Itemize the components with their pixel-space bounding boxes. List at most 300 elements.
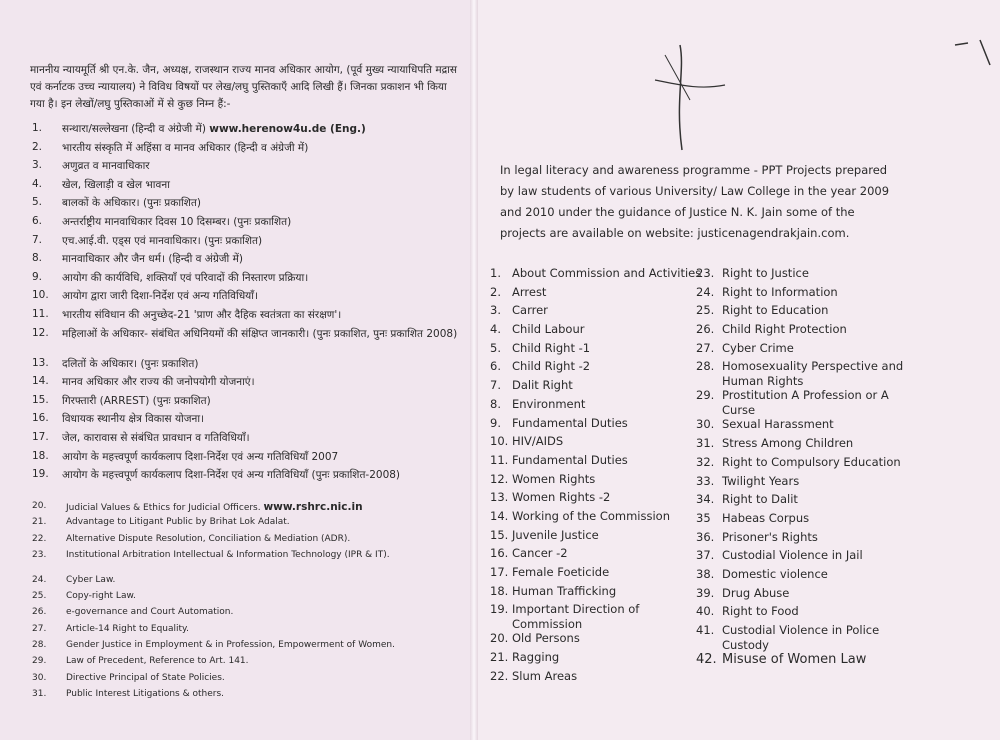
list-item-title: Custodial Violence in Jail (722, 548, 863, 563)
list-item-title: Child Right Protection (722, 322, 847, 337)
list-item-text (722, 548, 906, 562)
list-item (696, 322, 906, 341)
list-item (32, 689, 462, 705)
list-item-title: Prostitution A Profession or A Curse (722, 388, 889, 418)
list-item-text (66, 591, 462, 601)
list-item-number: 10. (490, 434, 509, 449)
list-item-number: 21. (490, 650, 509, 665)
list-item-number: 3. (32, 159, 43, 172)
list-item (490, 359, 695, 378)
list-item (490, 669, 695, 688)
list-item (490, 416, 695, 435)
list-item-number: 15. (32, 393, 49, 406)
list-item (490, 378, 695, 397)
list-item-text (512, 303, 695, 317)
list-item (32, 252, 462, 271)
list-item-title: Drug Abuse (722, 585, 790, 600)
list-item-title: Carrer (512, 303, 548, 318)
list-item-number: 40. (696, 604, 715, 619)
list-item-text (66, 656, 462, 666)
list-item-title: Old Persons (512, 631, 580, 646)
list-item-number: 26. (696, 322, 715, 337)
list-item (490, 528, 695, 547)
list-item-title: विधायक स्थानीय क्षेत्र विकास योजना। (62, 413, 205, 426)
list-item (32, 591, 462, 607)
list-item-title: Child Labour (512, 322, 585, 337)
list-item (32, 450, 462, 469)
list-item (696, 303, 906, 322)
list-item-title: Prisoner's Rights (722, 529, 818, 544)
list-item-number: 12. (490, 471, 509, 486)
list-item-number: 19. (490, 602, 509, 617)
list-item (32, 534, 462, 550)
list-item (490, 472, 695, 491)
list-item-number: 25. (32, 591, 47, 602)
ppt-projects-intro: In legal literacy and awareness programme - PPT Projects prepared by law students of various University/ Law College in the year 2009 and 2010 under the guidance of Justice N. K. Jain some of the projects are available on website: justicenagendrakjain.com. (500, 163, 890, 240)
list-item (32, 215, 462, 234)
list-item-text (62, 252, 462, 266)
list-item-number: 30. (32, 672, 47, 683)
list-item-title: Right to Justice (722, 266, 809, 280)
list-item (32, 159, 462, 178)
list-item (696, 492, 906, 511)
list-item-title: Right to Information (722, 284, 838, 299)
list-item-text (66, 607, 462, 617)
list-item-number: 31. (32, 688, 47, 699)
list-item-text (62, 122, 462, 136)
list-item (32, 327, 462, 357)
list-item-text (722, 530, 906, 544)
list-item-text (512, 341, 695, 355)
list-item (32, 640, 462, 656)
list-item-number: 13. (32, 356, 49, 369)
list-item (696, 604, 906, 623)
list-item-title: Human Trafficking (512, 583, 617, 598)
list-item-title: Right to Dalit (722, 492, 798, 507)
list-item-number: 11. (32, 307, 49, 320)
list-item (490, 490, 695, 509)
list-item (32, 501, 462, 517)
website-link[interactable]: www.rshrc.nic.in (263, 501, 363, 513)
pen-scribble-mark (650, 40, 730, 160)
list-item (490, 650, 695, 669)
list-item (696, 266, 906, 285)
list-item-text (512, 472, 695, 486)
list-item-number: 5. (490, 340, 501, 355)
list-item-title: Misuse of Women Law (722, 652, 867, 667)
list-item-number: 27. (696, 340, 715, 355)
list-item (32, 308, 462, 327)
hindi-intro-paragraph: माननीय न्यायमूर्ति श्री एन.के. जैन, अध्यक्ष, राजस्थान राज्य मानव अधिकार आयोग, (पूर्व मुख्य न्यायाधिपति मद्रास एवं कर्नाटक उच्च न्यायालय) ने विविध विषयों पर लेख/लघु पुस्तिकाएँ आदि लिखी हैं। जिनका प्रकाशन भी किया गया है। इन लेखों/लघु पुस्तिकाओं में से कुछ निम्न हैं:- (30, 64, 457, 110)
list-item-title: गिरफ्तारी (ARREST) (पुनः प्रकाशित) (62, 394, 211, 407)
list-item-number: 4. (32, 177, 43, 190)
list-item-text (722, 604, 906, 618)
list-item (696, 530, 906, 549)
list-item-title: Slum Areas (512, 668, 578, 683)
list-item-title: Custodial Violence in Police Custody (722, 623, 880, 652)
ppt-project-list-left (490, 266, 702, 687)
list-item (696, 586, 906, 605)
list-item-number: 15. (490, 527, 509, 542)
list-item-text (66, 673, 462, 683)
ppt-project-list-right (696, 266, 906, 671)
list-item-title: Child Right -2 (512, 359, 591, 374)
list-item-text (512, 285, 695, 299)
list-item-title: Right to Education (722, 303, 829, 318)
list-item-number: 1. (490, 266, 501, 280)
list-item-text (722, 303, 906, 317)
list-item (32, 178, 462, 197)
list-item-text (62, 412, 462, 426)
list-item-title: Women Rights -2 (512, 490, 611, 505)
list-item-title: Child Right -1 (512, 340, 591, 355)
list-item-number: 20. (32, 501, 47, 511)
list-item (696, 455, 906, 474)
list-item-title: Right to Food (722, 604, 799, 619)
list-item (32, 394, 462, 413)
list-item (490, 584, 695, 603)
list-item-number: 26. (32, 607, 47, 618)
list-item (32, 196, 462, 215)
list-item-text (512, 434, 695, 448)
list-item-title: Twilight Years (722, 473, 800, 488)
list-item-text (722, 492, 906, 506)
list-item-text (722, 567, 906, 581)
list-item-number: 9. (490, 415, 501, 430)
list-item-text (512, 669, 695, 683)
list-item-title: Law of Precedent, Reference to Art. 141. (66, 656, 249, 667)
list-item (696, 436, 906, 455)
list-item-title: Dalit Right (512, 378, 573, 393)
list-item-number: 29. (32, 656, 47, 667)
list-item-title: सन्थारा/सल्लेखना (हिन्दी व अंग्रेजी में) (62, 123, 210, 135)
list-item (490, 565, 695, 584)
list-item-text (512, 631, 695, 645)
list-item-title: Working of the Commission (512, 508, 670, 523)
list-item-text (722, 388, 906, 418)
list-item-text (62, 431, 462, 445)
list-item-text (66, 534, 462, 544)
list-item-number: 34. (696, 492, 715, 507)
list-item-number: 39. (696, 585, 715, 600)
list-item (32, 289, 462, 308)
list-item-number: 21. (32, 517, 47, 528)
list-item (696, 474, 906, 493)
list-item (32, 656, 462, 672)
list-item-number: 7. (32, 233, 43, 246)
list-item-title: एच.आई.वी. एड्स एवं मानवाधिकार। (पुनः प्रकाशित) (62, 234, 263, 247)
list-item (490, 322, 695, 341)
list-item-number: 6. (32, 214, 43, 227)
list-item-text (722, 511, 906, 525)
list-item-title: Arrest (512, 284, 547, 299)
list-item-text (62, 159, 462, 173)
list-item-number: 22. (490, 668, 509, 683)
list-item (32, 550, 462, 575)
list-item-text (722, 417, 906, 431)
list-item-number: 7. (490, 378, 501, 393)
list-item-number: 32. (696, 454, 715, 469)
list-item-number: 14. (490, 508, 509, 523)
list-item-title: Important Direction of Commission (512, 602, 640, 632)
list-item-title: Public Interest Litigations & others. (66, 688, 225, 699)
list-item-number: 11. (490, 452, 509, 467)
list-item-title: अणुव्रत व मानवाधिकार (62, 160, 150, 173)
list-item-number: 17. (490, 565, 509, 579)
list-item-title: जेल, कारावास से संबंधित प्रावधान व गतिविधियाँ। (62, 431, 250, 444)
list-item-title: Cancer -2 (512, 546, 568, 561)
list-item-number: 18. (490, 583, 509, 598)
list-item (696, 388, 906, 417)
list-item-title: मानव अधिकार और राज्य की जनोपयोगी योजनाएं। (62, 376, 255, 389)
list-item-text (512, 266, 702, 280)
list-item (490, 631, 695, 650)
list-item-number: 6. (490, 359, 501, 374)
list-item-title: भारतीय संस्कृति में अहिंसा व मानव अधिकार (हिन्दी व अंग्रेजी में) (62, 141, 309, 154)
list-item-title: आयोग के महत्त्वपूर्ण कार्यकलाप दिशा-निर्देश एवं अन्य गतिविधियाँ 2007 (62, 450, 339, 463)
english-publication-list (32, 501, 462, 705)
list-item-number: 35 (696, 510, 711, 525)
list-item-title: आयोग की कार्यविधि, शक्तियाँ एवं परिवादों की निस्तारण प्रक्रिया। (62, 271, 309, 284)
list-item-title: Directive Principal of State Policies. (66, 672, 225, 683)
list-item (696, 652, 906, 671)
list-item-title: About Commission and Activities (512, 266, 702, 280)
list-item-text (66, 517, 462, 527)
corner-tick-mark (950, 35, 995, 75)
list-item-number: 2. (490, 284, 501, 299)
list-item (32, 122, 462, 141)
list-item-number: 14. (32, 375, 49, 388)
list-item (490, 509, 695, 528)
list-item (32, 234, 462, 253)
list-item (696, 285, 906, 304)
list-item-title: HIV/AIDS (512, 434, 564, 449)
list-item-title: बालकों के अधिकार। (पुनः प्रकाशित) (62, 197, 201, 210)
website-link[interactable]: www.herenow4u.de (Eng.) (209, 123, 366, 135)
list-item-number: 33. (696, 473, 715, 488)
list-item-number: 9. (32, 270, 43, 283)
list-item (490, 453, 695, 472)
list-item-number: 37. (696, 548, 715, 563)
list-item-text (62, 468, 462, 482)
list-item (490, 341, 695, 360)
list-item-title: आयोग द्वारा जारी दिशा-निर्देश एवं अन्य गतिविधियाँ। (62, 290, 258, 303)
list-item-number: 31. (696, 436, 715, 451)
list-item-text (722, 455, 906, 469)
list-item-text (62, 357, 462, 371)
list-item-text (512, 453, 695, 467)
list-item-number: 22. (32, 533, 47, 544)
list-item-text (62, 450, 462, 464)
list-item-text (512, 397, 695, 411)
list-item-title: Stress Among Children (722, 436, 854, 451)
list-item (696, 548, 906, 567)
list-item-title: Fundamental Duties (512, 415, 628, 430)
list-item-title: अन्तर्राष्ट्रीय मानवाधिकार दिवस 10 दिसम्बर। (पुनः प्रकाशित) (62, 215, 292, 228)
list-item-text (62, 141, 462, 155)
list-item-text (512, 509, 695, 523)
list-item-text (722, 436, 906, 450)
list-item-title: Gender Justice in Employment & in Profession, Empowerment of Women. (66, 640, 395, 651)
list-item-text (512, 584, 695, 598)
list-item (696, 623, 906, 652)
list-item-number: 8. (32, 252, 43, 265)
list-item-text (512, 490, 695, 504)
list-item (32, 624, 462, 640)
list-item-title: Right to Compulsory Education (722, 454, 901, 469)
list-item-title: e-governance and Court Automation. (66, 607, 234, 618)
list-item-number: 29. (696, 388, 715, 403)
list-item-number: 2. (32, 140, 43, 153)
list-item-title: Institutional Arbitration Intellectual & Information Technology (IPR & IT). (66, 549, 390, 560)
list-item-text (722, 586, 906, 600)
list-item-text (512, 322, 695, 336)
list-item-number: 36. (696, 529, 715, 544)
list-item (490, 434, 695, 453)
list-item-text (62, 234, 462, 248)
list-item-title: भारतीय संविधान की अनुच्छेद-21 'प्राण और दैहिक स्वतंत्रता का संरक्षण'। (62, 308, 342, 321)
list-item-title: Women Rights (512, 471, 596, 486)
list-item-text (512, 359, 695, 373)
list-item (32, 141, 462, 160)
list-item (32, 431, 462, 450)
list-item-text (722, 359, 906, 389)
list-item-title: Juvenile Justice (512, 527, 599, 542)
list-item-text (66, 640, 462, 650)
list-item-text (66, 501, 462, 513)
list-item (490, 303, 695, 322)
list-item-title: Alternative Dispute Resolution, Conciliation & Mediation (ADR). (66, 533, 351, 544)
list-item (32, 607, 462, 623)
list-item-text (512, 602, 695, 632)
list-item-title: Ragging (512, 650, 560, 665)
list-item (696, 417, 906, 436)
list-item-text (722, 322, 906, 336)
list-item (32, 271, 462, 290)
list-item (696, 341, 906, 360)
list-item-title: Cyber Law. (66, 574, 116, 585)
list-item-number: 23. (696, 266, 715, 280)
list-item-title: Homosexuality Perspective and Human Rights (722, 359, 904, 389)
list-item (32, 412, 462, 431)
list-item-number: 19. (32, 468, 49, 481)
list-item-number: 24. (32, 574, 47, 585)
list-item-title: आयोग के महत्त्वपूर्ण कार्यकलाप दिशा-निर्देश एवं अन्य गतिविधियाँ (पुनः प्रकाशित-2008) (62, 469, 401, 482)
list-item-text (62, 308, 462, 322)
list-item-title: Cyber Crime (722, 340, 794, 355)
list-item-number: 18. (32, 449, 49, 462)
list-item-text (722, 623, 906, 653)
list-item-title: Copy-right Law. (66, 591, 136, 602)
list-item-number: 8. (490, 396, 501, 411)
list-item-text (62, 271, 462, 285)
list-item-number: 3. (490, 303, 501, 318)
list-item-title: खेल, खिलाड़ी व खेल भावना (62, 178, 170, 191)
list-item-number: 23. (32, 549, 47, 560)
list-item-text (512, 650, 695, 664)
list-item-title: Domestic violence (722, 566, 828, 581)
list-item (32, 673, 462, 689)
list-item-number: 30. (696, 417, 715, 432)
list-item-title: Judicial Values & Ethics for Judicial Officers. (66, 503, 264, 513)
list-item-number: 41. (696, 623, 715, 637)
list-item-text (62, 327, 462, 341)
list-item-title: Female Foeticide (512, 565, 610, 579)
list-item-title: Article-14 Right to Equality. (66, 623, 189, 634)
list-item-text (512, 416, 695, 430)
list-item (32, 357, 462, 376)
list-item-text (512, 528, 695, 542)
list-item (32, 517, 462, 533)
list-item (490, 397, 695, 416)
list-item-number: 4. (490, 322, 501, 337)
list-item-number: 16. (32, 412, 49, 425)
list-item-text (66, 624, 462, 634)
list-item-title: Sexual Harassment (722, 417, 834, 432)
list-item-text (722, 341, 906, 355)
list-item-number: 17. (32, 430, 49, 443)
list-item-number: 20. (490, 631, 509, 646)
list-item (490, 266, 702, 285)
list-item (696, 359, 906, 388)
list-item-title: मानवाधिकार और जैन धर्म। (हिन्दी व अंग्रेजी में) (62, 253, 243, 266)
list-item-text (66, 689, 462, 699)
list-item (32, 575, 462, 591)
list-item (490, 546, 695, 565)
list-item (490, 602, 695, 631)
list-item-title: Advantage to Litigant Public by Brihat Lok Adalat. (66, 517, 290, 528)
list-item-text (66, 550, 462, 561)
list-item-text (62, 215, 462, 229)
list-item-number: 12. (32, 326, 49, 339)
list-item-text (722, 285, 906, 299)
list-item-text (62, 375, 462, 389)
list-item-number: 10. (32, 289, 49, 302)
list-item-text (62, 178, 462, 192)
list-item-text (66, 575, 462, 585)
list-item-number: 42. (696, 652, 717, 667)
list-item-number: 1. (32, 122, 43, 134)
list-item-title: महिलाओं के अधिकार- संबंधित अधिनियमों की संक्षिप्त जानकारी। (पुनः प्रकाशित, पुनः प्रकाशित 2008) (62, 327, 458, 340)
list-item-number: 13. (490, 490, 509, 505)
list-item-text (722, 474, 906, 488)
list-item-title: Habeas Corpus (722, 510, 810, 525)
list-item-title: Environment (512, 396, 586, 411)
list-item-text (512, 565, 695, 579)
list-item-number: 5. (32, 196, 43, 209)
list-item-title: दलितों के अधिकार। (पुनः प्रकाशित) (62, 357, 199, 370)
list-item-text (512, 378, 695, 392)
list-item (490, 285, 695, 304)
list-item-text (512, 546, 695, 560)
hindi-publication-list (32, 122, 462, 487)
list-item (32, 468, 462, 487)
list-item (696, 511, 906, 530)
list-item-title: Fundamental Duties (512, 452, 628, 467)
list-item-number: 24. (696, 284, 715, 299)
list-item-number: 38. (696, 566, 715, 581)
list-item-number: 27. (32, 623, 47, 634)
list-item-text (62, 394, 462, 408)
list-item-number: 25. (696, 303, 715, 318)
list-item-text (722, 266, 906, 280)
list-item-text (62, 196, 462, 210)
list-item-text (62, 289, 462, 303)
list-item (696, 567, 906, 586)
list-item-number: 16. (490, 546, 509, 561)
page-fold (470, 0, 478, 740)
list-item (32, 375, 462, 394)
